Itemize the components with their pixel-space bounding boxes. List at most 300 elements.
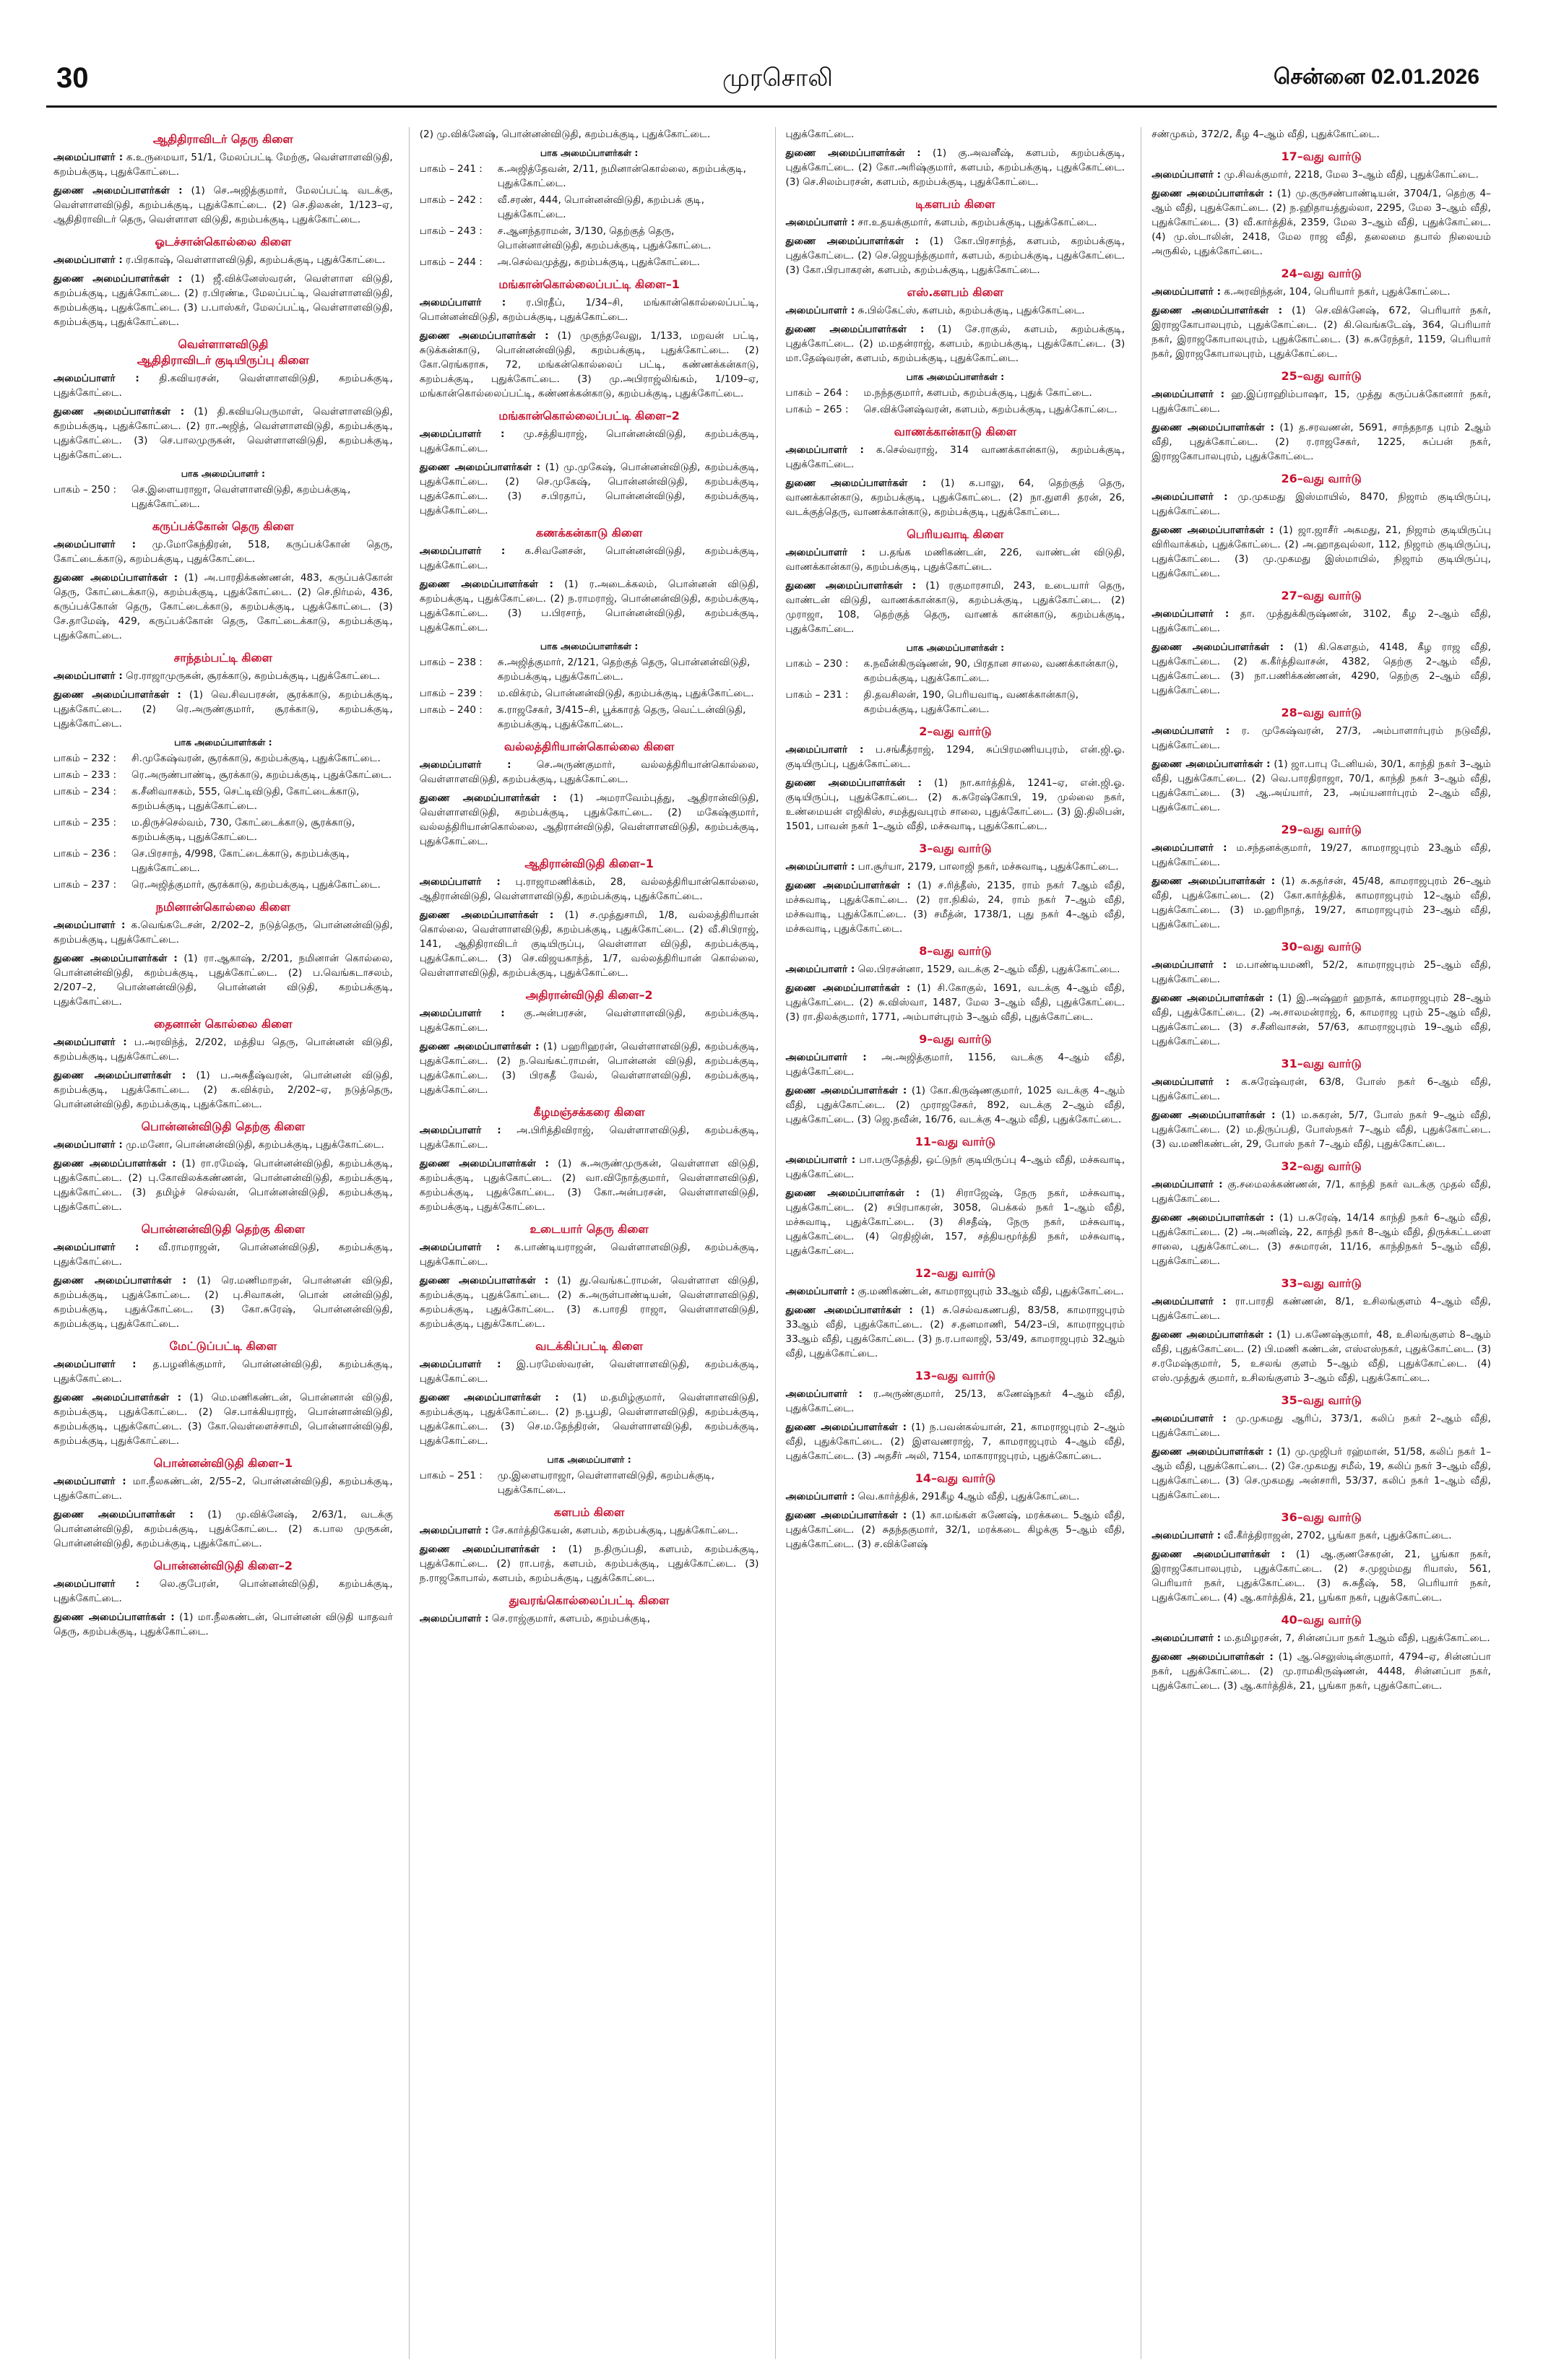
- booth-number: பாகம் – 243 :: [419, 225, 483, 237]
- booth-subtitle: பாக அமைப்பாளர்கள் :: [540, 147, 639, 158]
- member-details: ப.தங்க மணிகண்டன், 226, வாண்டன் விடுதி, வாணக்கான்காடு, கறம்பக்குடி, புதுக்கோட்டை.: [785, 547, 1125, 573]
- booth-entry: [420, 255, 759, 269]
- role-label: துணை அமைப்பாளர்கள் :: [785, 880, 911, 891]
- role-label: துணை அமைப்பாளர்கள் :: [785, 1085, 907, 1096]
- section-title-line: மேட்டுப்பட்டி கிளை: [169, 1339, 277, 1353]
- office-bearer-entry: [786, 303, 1125, 318]
- office-bearer-entry: [786, 860, 1125, 874]
- section-title: [1151, 1510, 1491, 1526]
- role-label: துணை அமைப்பாளர்கள் :: [785, 1421, 907, 1433]
- office-bearer-entry: [786, 1508, 1125, 1552]
- branch-section: [786, 527, 1125, 717]
- member-details: (1) க.பாலு, 64, தெற்குத் தெரு, வாணக்கான்காடு, கறம்பக்குடி, புதுக்கோட்டை. (2) நா.துளசி தரன், 26, வடக்குத்தெரு, வாணக்கான்காடு, கறம்பக்குடி, புதுக்கோட்டை.: [785, 477, 1125, 518]
- booth-entry: [53, 751, 393, 766]
- role-label: துணை அமைப்பாளர்கள் :: [785, 1304, 913, 1316]
- member-details: ப.அரவிந்த், 2/202, மத்திய தெரு, பொன்னன் விடுதி, கறம்பக்குடி, புதுக்கோட்டை.: [53, 1037, 393, 1063]
- branch-section: [53, 131, 393, 227]
- branch-section: [1151, 1393, 1491, 1502]
- section-title: [1151, 939, 1491, 955]
- office-bearer-entry: [1151, 186, 1491, 259]
- member-details: கு.அன்பரசன், வெள்ளாளவிடுதி, கறம்பக்குடி, புதுக்கோட்டை.: [419, 1008, 759, 1034]
- office-bearer-entry: [53, 688, 393, 731]
- member-details: தி.கவியரசன், வெள்ளாளவிடுதி, கறம்பக்குடி, புதுக்கோட்டை.: [53, 373, 393, 399]
- member-details: (1) மா.நீலகண்டன், பொன்னன் விடுதி யாதவர் தெரு, கறம்பக்குடி, புதுக்கோட்டை.: [53, 1611, 393, 1637]
- role-label: அமைப்பாளர் :: [785, 547, 865, 558]
- office-bearer-entry: [53, 1035, 393, 1064]
- branch-section: [786, 943, 1125, 1024]
- role-label: துணை அமைப்பாளர்கள் :: [419, 330, 549, 342]
- office-bearer-entry: [1151, 1631, 1491, 1645]
- section-title: [1151, 1612, 1491, 1628]
- section-title: [786, 424, 1125, 440]
- role-label: அமைப்பாளர் :: [419, 876, 501, 888]
- role-label: துணை அமைப்பாளர்கள் :: [1151, 524, 1274, 536]
- section-title-line: 13–வது வார்டு: [915, 1369, 996, 1382]
- office-bearer-entry: [1151, 387, 1491, 416]
- role-label: துணை அமைப்பாளர்கள் :: [1151, 641, 1284, 653]
- section-title-line: 14–வது வார்டு: [915, 1471, 996, 1485]
- office-bearer-entry: [53, 272, 393, 329]
- section-title-line: வாணக்கான்காடு கிளை: [894, 425, 1017, 438]
- member-details: (1) ம.தமிழ்குமார், வெள்ளாளவிடுதி, கறம்பக்குடி, புதுக்கோட்டை. (2) ந.பூபதி, வெள்ளாளவிடுதி, கறம்பக்குடி, புதுக்கோட்டை. (3) செ.ம.தேந்திரன், வெள்ளாளவிடுதி, கறம்பக்குடி, புதுக்கோட்டை.: [419, 1392, 759, 1447]
- role-label: அமைப்பாளர் :: [785, 305, 855, 316]
- booth-entry: [420, 703, 759, 732]
- booth-number: பாகம் – 241 :: [419, 163, 483, 175]
- office-bearer-entry: [53, 1610, 393, 1639]
- role-label: துணை அமைப்பாளர்கள் :: [53, 273, 183, 285]
- member-details: க.வெங்கடேசன், 2/202–2, நடுத்தெரு, பொன்னன்விடுதி, கறம்பக்குடி, புதுக்கோட்டை.: [53, 919, 393, 945]
- section-title: [53, 650, 393, 666]
- role-label: அமைப்பாளர் :: [53, 1037, 127, 1048]
- office-bearer-entry: [420, 1273, 759, 1331]
- office-bearer-entry: [420, 1611, 759, 1626]
- section-title-line: 31–வது வார்டு: [1281, 1057, 1362, 1070]
- member-details: சே.கார்த்திகேயன், களபம், கறம்பக்குடி, புதுக்கோட்டை.: [491, 1525, 738, 1536]
- branch-section: [1151, 1056, 1491, 1151]
- role-label: துணை அமைப்பாளர்கள் :: [419, 1158, 549, 1169]
- branch-section: [420, 1221, 759, 1331]
- member-details: (1) செ.அஜித்குமார், மேலப்பட்டி வடக்கு, வெள்ளாளவிடுதி, கறம்பக்குடி, புதுக்கோட்டை. (2) செ.திலகன், 1/123–ஏ, ஆதிதிராவிடர் தெரு, வெள்ளாள விடுதி, கறம்பக்குடி, புதுக்கோட்டை.: [53, 185, 393, 225]
- section-title-line: 9–வது வார்டு: [919, 1032, 992, 1046]
- section-title: [1151, 1393, 1491, 1408]
- office-bearer-entry: [786, 981, 1125, 1024]
- role-label: துணை அமைப்பாளர்கள் :: [53, 572, 178, 584]
- role-label: அமைப்பாளர் :: [1151, 959, 1227, 971]
- role-label: அமைப்பாளர் :: [1151, 389, 1225, 400]
- member-details: வீ.கீர்த்திராஜன், 2702, பூங்கா நகர், புதுக்கோட்டை.: [1224, 1530, 1452, 1541]
- booth-number: பாகம் – 240 :: [419, 704, 483, 716]
- office-bearer-entry: [420, 577, 759, 635]
- office-bearer-entry: [53, 1240, 393, 1269]
- office-bearer-entry: [53, 1577, 393, 1606]
- office-bearer-entry: [786, 215, 1125, 230]
- member-details: மு.முகமது ஆரிப், 373/1, கலிப் நகர் 2–ஆம் வீதி, புதுக்கோட்டை.: [1151, 1413, 1491, 1439]
- member-details: ரா.பாரதி கண்ணன், 8/1, உசிலங்குளம் 4–ஆம் வீதி, புதுக்கோட்டை.: [1151, 1296, 1491, 1322]
- masthead: [0, 0, 1543, 94]
- member-details: பா.பருதேத்தி, ஒட்டுநர் குடியிருப்பு 4–ஆம் வீதி, மச்சுவாடி, புதுக்கோட்டை.: [785, 1154, 1125, 1180]
- office-bearer-entry: [1151, 168, 1491, 182]
- section-title: [786, 285, 1125, 300]
- booth-subtitle: பாக அமைப்பாளர் :: [181, 468, 265, 479]
- office-bearer-entry: [1151, 1108, 1491, 1151]
- member-details: சா.உதயக்குமார், களபம், கறம்பக்குடி, புதுக்கோட்டை.: [857, 217, 1097, 228]
- member-details: க.பாண்டியராஜன், வெள்ளாளவிடுதி, கறம்பக்குடி, புதுக்கோட்டை.: [419, 1242, 759, 1268]
- office-bearer-entry: [1151, 640, 1491, 698]
- office-bearer-entry: [53, 183, 393, 227]
- role-label: துணை அமைப்பாளர்கள் :: [1151, 875, 1276, 887]
- office-bearer-entry: [420, 1039, 759, 1097]
- booth-number: பாகம் – 233 :: [53, 769, 117, 781]
- member-details: (1) சி.கோகுல், 1691, வடக்கு 4–ஆம் வீதி, புதுக்கோட்டை. (2) சு.விஸ்வா, 1487, மேல 3–ஆம் வீதி, புதுக்கோட்டை. (3) ரா.திலக்குமார், 1771, அம்பாள்புரம் 3–ஆம் வீதி, புதுக்கோட்டை.: [785, 982, 1125, 1023]
- section-title-line: மங்கான்கொல்லைப்பட்டி கிளை–1: [498, 277, 680, 291]
- office-bearer-entry: [420, 875, 759, 904]
- member-details: (1) மு.குருசண்பாண்டியன், 3704/1, தெற்கு 4–ஆம் வீதி, புதுக்கோட்டை. (2) ந.ஹிதாயத்துல்லா, 2295, மேல 3–ஆம் வீதி, புதுக்கோட்டை. (3) வீ.கார்த்திக், 2359, மேல 3–ஆம் வீதி, புதுக்கோட்டை. (4) மு.ஸ்டாலின், 2418, மேல ராஜ வீதி, தலைமை தபால் நிலையம் அருகில், புதுக்கோட்டை.: [1151, 188, 1491, 257]
- booth-subtitle: பாக அமைப்பாளர் :: [547, 1454, 631, 1465]
- role-label: துணை அமைப்பாளர்கள் :: [419, 1041, 540, 1052]
- role-label: துணை அமைப்பாளர்கள் :: [419, 462, 541, 473]
- office-bearer-entry: [420, 544, 759, 573]
- office-bearer-entry: [786, 476, 1125, 519]
- branch-section: [786, 424, 1125, 519]
- section-title-line: உடையார் தெரு கிளை: [530, 1222, 649, 1236]
- member-details: (1) பஹரிஹரன், வெள்ளாளவிடுதி, கறம்பக்குடி, புதுக்கோட்டை. (2) ந.வெங்கட்ராமன், பொன்னன் விடுதி, கறம்பக்குடி, புதுக்கோட்டை. (3) பிரகதீ வேல், வெள்ளாளவிடுதி, கறம்பக்குடி, புதுக்கோட்டை.: [419, 1041, 759, 1096]
- office-bearer-entry: [1151, 1445, 1491, 1502]
- role-label: துணை அமைப்பாளர்கள் :: [1151, 1329, 1273, 1341]
- section-title-line: மங்கான்கொல்லைப்பட்டி கிளை–2: [498, 409, 680, 423]
- role-label: அமைப்பாளர் :: [419, 759, 511, 771]
- role-label: அமைப்பாளர் :: [419, 1242, 501, 1253]
- member-details: மு.முகமது இஸ்மாயில், 8470, நிஜாம் குடியிருப்பு, புதுக்கோட்டை.: [1151, 491, 1491, 517]
- member-details: (1) ரகுமாரசாமி, 243, உடையார் தெரு, வாண்டன் விடுதி, வாணக்கான்காடு, கறம்பக்குடி, புதுக்கோட்டை. (2) முராஜா, 108, தெற்குத் தெரு, வாணக் கான்காடு, கறம்பக்குடி, புதுக்கோட்டை.: [785, 580, 1125, 635]
- office-bearer-entry: [53, 571, 393, 643]
- branch-section: [53, 1455, 393, 1551]
- booth-number: பாகம் – 264 :: [785, 387, 849, 399]
- booth-number: பாகம் – 251 :: [419, 1470, 483, 1481]
- section-title-line: ஆதிதிராவிடர் தெரு கிளை: [152, 132, 293, 146]
- section-title: [420, 739, 759, 755]
- branch-section: [1151, 1276, 1491, 1385]
- booth-entry: [420, 686, 759, 701]
- section-title: [786, 1134, 1125, 1150]
- booth-entry: [786, 688, 1125, 717]
- member-details: தா. முத்துக்கிருஷ்ணன், 3102, கீழ 2–ஆம் வீதி, புதுக்கோட்டை.: [1151, 608, 1491, 634]
- office-bearer-entry: [53, 253, 393, 267]
- office-bearer-entry: [420, 127, 759, 142]
- role-label: அமைப்பாளர் :: [1151, 725, 1230, 737]
- section-title-line: களபம் கிளை: [553, 1505, 625, 1519]
- booth-entry: [53, 878, 393, 892]
- header-rule: [46, 105, 1497, 108]
- booth-subtitle: பாக அமைப்பாளர்கள் :: [906, 642, 1005, 653]
- office-bearer-entry: [53, 1138, 393, 1152]
- office-bearer-entry: [786, 545, 1125, 574]
- office-bearer-entry: [786, 234, 1125, 277]
- booth-entry: [786, 402, 1125, 417]
- booth-member: செ.பிரசாந், 4/998, கோட்டைக்காடு, கறம்பக்குடி, புதுக்கோட்டை.: [131, 848, 350, 874]
- section-title-line: 24–வது வார்டு: [1281, 267, 1362, 280]
- office-bearer-entry: [786, 1489, 1125, 1504]
- section-title: [420, 1593, 759, 1609]
- section-title-line: 32–வது வார்டு: [1281, 1159, 1362, 1173]
- member-details: (1) நா.கார்த்திக், 1241–ஏ, என்.ஜி.ஓ. குடியிருப்பு, புதுக்கோட்டை. (2) க.சுரேஷ்கோபி, 19, முல்லை நகர், உண்மையன் எஜிகிஸ், சமத்துவபுரம் சாலை, புதுக்கோட்டை. (3) இ.திலிபன், 1501, பாவன் நகர் 1–ஆம் வீதி, மச்சுவாடி, புதுக்கோட்டை.: [785, 777, 1125, 832]
- office-bearer-entry: [1151, 303, 1491, 361]
- member-details: (1) கா.மங்கள் கணேஷ், மரக்கடை 5ஆம் வீதி, புதுக்கோட்டை. (2) சுதந்தகுமார், 32/1, மரக்கடை கிழக்கு 5–ஆம் வீதி, புதுக்கோட்டை. (3) ச.விக்னேஷ்: [785, 1510, 1125, 1550]
- booth-subtitle: பாக அமைப்பாளர்கள் :: [174, 737, 272, 748]
- booth-number: பாகம் – 239 :: [419, 688, 483, 699]
- booth-subtitle: பாக அமைப்பாளர்கள் :: [540, 641, 639, 652]
- booth-member: க.அஜித்தேவன், 2/11, நமினான்கொல்லை, கறம்பக்குடி, புதுக்கோட்டை.: [497, 163, 746, 189]
- dateline: சென்னை 02.01.2026: [1273, 65, 1479, 89]
- office-bearer-entry: [786, 1387, 1125, 1416]
- section-title: [786, 527, 1125, 542]
- booth-member: செ.இளையராஜா, வெள்ளாளவிடுதி, கறம்பக்குடி, புதுக்கோட்டை.: [131, 484, 351, 510]
- section-title: [786, 841, 1125, 857]
- section-title: [1151, 705, 1491, 721]
- role-label: துணை அமைப்பாளர்கள் :: [785, 235, 919, 247]
- role-label: அமைப்பாளர் :: [1151, 1413, 1227, 1424]
- office-bearer-entry: [786, 1050, 1125, 1079]
- role-label: துணை அமைப்பாளர்கள் :: [1151, 758, 1271, 770]
- role-label: அமைப்பாளர் :: [53, 1139, 123, 1151]
- column-3: [775, 127, 1125, 2359]
- role-label: அமைப்பாளர் :: [785, 1052, 867, 1063]
- branch-section: [420, 739, 759, 849]
- booth-number: பாகம் – 244 :: [419, 256, 483, 268]
- office-bearer-entry: [786, 878, 1125, 936]
- section-title: [420, 1505, 759, 1520]
- office-bearer-entry: [786, 146, 1125, 189]
- section-title-line: கருப்பக்கோன் தெரு கிளை: [152, 519, 294, 533]
- role-label: துணை அமைப்பாளர்கள் :: [785, 1187, 920, 1199]
- member-details: சு.பில்கேட்ஸ், களபம், கறம்பக்குடி, புதுக்கோட்டை.: [857, 305, 1085, 316]
- office-bearer-entry: [1151, 1211, 1491, 1268]
- booth-member: வீ.சரண், 444, பொன்னன்விடுதி, கறம்பக் குடி, புதுக்கோட்டை.: [497, 194, 705, 220]
- member-details: (1) ஜீ.விக்னேஸ்வரன், வெள்ளாள விடுதி, கறம்பக்குடி, புதுக்கோட்டை. (2) ர.பிரண்டீ, மேலப்பட்டி, வெள்ளாளவிடுதி, கறம்பக்குடி, புதுக்கோட்டை. (3) ப.பாஸ்கர், மேலப்பட்டி, வெள்ளாளவிடுதி, கறம்பக்குடி, புதுக்கோட்டை.: [53, 273, 393, 328]
- booth-entry: [53, 847, 393, 875]
- member-details: (1) ப.கணேஷ்குமார், 48, உசிலங்குளம் 8–ஆம் வீதி, புதுக்கோட்டை. (2) பி.மணி கண்டன், எஸ்எஸ்நகர், புதுக்கோட்டை. (3) ச.ரமேஷ்குமார், 5, உசலங் குளம் 5–ஆம் வீதி, புதுக்கோட்டை. (4) எஸ்.முத்துக் குமார், உசிலங்குளம் 3–ஆம் வீதி, புதுக்கோட்டை.: [1151, 1329, 1491, 1384]
- role-label: அமைப்பாளர் :: [785, 964, 855, 975]
- office-bearer-entry: [1151, 1411, 1491, 1440]
- branch-section: [786, 1134, 1125, 1258]
- role-label: அமைப்பாளர் :: [785, 1154, 856, 1166]
- role-label: அமைப்பாளர் :: [1151, 1632, 1222, 1644]
- role-label: அமைப்பாளர் :: [53, 254, 123, 266]
- role-label: துணை அமைப்பாளர்கள் :: [53, 1611, 175, 1623]
- section-title-line: 25–வது வார்டு: [1281, 369, 1362, 383]
- office-bearer-entry: [53, 1507, 393, 1551]
- booth-entry: [420, 1468, 759, 1497]
- office-bearer-entry: [1151, 841, 1491, 870]
- branch-section: [1151, 368, 1491, 464]
- booth-member: ம.விக்ரம், பொன்னன்விடுதி, கறம்பக்குடி, புதுக்கோட்டை.: [497, 688, 754, 699]
- role-label: துணை அமைப்பாளர்கள் :: [419, 1275, 549, 1286]
- booth-member: சி.முகேஷ்வரன், சூரக்காடு, கறம்பக்குடி, புதுக்கோட்டை.: [131, 753, 381, 764]
- office-bearer-entry: [53, 1474, 393, 1503]
- role-label: துணை அமைப்பாளர்கள் :: [419, 1544, 556, 1555]
- branch-section: [420, 277, 759, 401]
- member-details: (1) ப.சுரேஷ், 14/14 காந்தி நகர் 6–ஆம் வீதி, புதுக்கோட்டை. (2) அ.அனிஷ், 22, காந்தி நகர் 8–ஆம் வீதி, திருக்கட்டளை சாலை, புதுக்கோட்டை. (3) சசுமாரன், 11/16, காந்திநகர் 5–ஆம் வீதி, புதுக்கோட்டை.: [1151, 1212, 1491, 1267]
- branch-section: [53, 650, 393, 892]
- role-label: அமைப்பாளர் :: [1151, 1179, 1223, 1190]
- office-bearer-entry: [1151, 991, 1491, 1049]
- office-bearer-entry: [53, 918, 393, 947]
- section-title-line: 33–வது வார்டு: [1281, 1276, 1362, 1290]
- column-1: [53, 127, 393, 2359]
- booth-member: தி.தவசிலன், 190, பெரியவாடி, வணக்கான்காடு, கறம்பக்குடி, புதுக்கோட்டை.: [863, 689, 1079, 715]
- office-bearer-entry: [1151, 523, 1491, 581]
- section-title-line: பொன்னன்விடுதி கிளை–1: [153, 1456, 293, 1470]
- branch-section: [420, 987, 759, 1097]
- office-bearer-entry: [786, 1284, 1125, 1299]
- branch-section: [420, 856, 759, 980]
- member-details: பா.சூர்யா, 2179, பாலாஜி நகர், மச்சுவாடி, புதுக்கோட்டை.: [857, 861, 1119, 873]
- section-title-line: பெரியவாடி கிளை: [907, 527, 1004, 541]
- column-2: [409, 127, 759, 2359]
- member-details: (1) சே.ராகுல், களபம், கறம்பக்குடி, புதுக்கோட்டை. (2) ம.மதன்ராஜ், களபம், கறம்பக்குடி, புதுக்கோட்டை. (3) மா.தேஷ்வரன், களபம், கறம்பக்குடி, புதுக்கோட்டை.: [785, 324, 1125, 364]
- member-details: க.செல்வராஜ், 314 வாணக்கான்காடு, கறம்பக்குடி, புதுக்கோட்டை.: [785, 444, 1125, 470]
- member-details: இ.பரமேஸ்வரன், வெள்ளாளவிடுதி, கறம்பக்குடி, புதுக்கோட்டை.: [419, 1359, 759, 1385]
- role-label: துணை அமைப்பாளர்கள் :: [53, 185, 183, 196]
- role-label: துணை அமைப்பாளர்கள் :: [785, 982, 911, 994]
- role-label: அமைப்பாளர் :: [419, 1613, 489, 1624]
- role-label: துணை அமைப்பாளர்கள் :: [419, 792, 557, 804]
- office-bearer-entry: [786, 579, 1125, 636]
- section-title-line: துவரங்கொல்லைப்பட்டி கிளை: [509, 1593, 670, 1607]
- office-bearer-entry: [53, 1068, 393, 1112]
- branch-section: [53, 899, 393, 1009]
- section-title: [786, 1031, 1125, 1047]
- role-label: அமைப்பாளர் :: [1151, 286, 1222, 298]
- booth-number: பாகம் – 232 :: [53, 753, 117, 764]
- member-details: (1) மெ.மணிகண்டன், பொன்னான் விடுதி, கறம்பக்குடி, புதுக்கோட்டை. (2) செ.பாக்கியராஜ், பொன்னான்விடுதி, கறம்பக்குடி, புதுக்கோட்டை. (3) கோ.வெள்ளைச்சாமி, பொன்னான்விடுதி, கறம்பக்குடி, புதுக்கோட்டை.: [53, 1392, 393, 1447]
- member-details: மு.மோகேந்திரன், 518, கருப்பக்கோன் தெரு, கோட்டைக்காடு, கறம்பக்குடி, புதுக்கோட்டை.: [53, 539, 393, 565]
- member-details: (1) ந.பவன்கல்யான், 21, காமராஜபுரம் 2–ஆம் வீதி, புதுக்கோட்டை. (2) இளவணராஜ், 7, காமராஜபுரம் 4–ஆம் வீதி, புதுக்கோட்டை. (3) அதசீர் அலி, 7154, மாகாராஜபுரம், புதுக்கோட்டை.: [785, 1421, 1125, 1462]
- office-bearer-entry: [1151, 724, 1491, 753]
- section-title-line: ஆதிதிராவிடர் குடியிருப்பு கிளை: [137, 353, 309, 367]
- section-title: [1151, 471, 1491, 487]
- office-bearer-entry: [420, 1006, 759, 1035]
- office-bearer-entry: [1151, 874, 1491, 932]
- section-title-line: பொன்னன்விடுதி தெற்கு கிளை: [141, 1222, 306, 1236]
- role-label: துணை அமைப்பாளர்கள் :: [1151, 422, 1274, 433]
- booth-member: க.ராஜசேகர், 3/415–சி, பூக்காரத் தெரு, வெட்டன்விடுதி, கறம்பக்குடி, புதுக்கோட்டை.: [497, 704, 746, 730]
- section-title-line: சாந்தம்பட்டி கிளை: [173, 651, 273, 665]
- member-details: அ.அஜித்குமார், 1156, வடக்கு 4–ஆம் வீதி, புதுக்கோட்டை.: [785, 1052, 1125, 1078]
- section-title-line: 3–வது வார்டு: [919, 841, 992, 855]
- role-label: துணை அமைப்பாளர்கள் :: [1151, 1549, 1285, 1560]
- branch-section: [786, 127, 1125, 189]
- member-details: (1) ஜா.பாபு டேனியல், 30/1, காந்தி நகர் 3–ஆம் வீதி, புதுக்கோட்டை. (2) வெ.பாரதிராஜா, 70/1, காந்தி நகர் 3–ஆம் வீதி, புதுக்கோட்டை. (3) ஆ.அய்யார், 23, அய்யனார்புரம் 2–ஆம் வீதி, புதுக்கோட்டை.: [1151, 758, 1491, 813]
- role-label: துணை அமைப்பாளர்கள் :: [1151, 188, 1273, 199]
- booth-entry: [53, 483, 393, 511]
- booth-entry: [420, 162, 759, 191]
- booth-number: பாகம் – 250 :: [53, 484, 117, 496]
- section-title-line: வல்லத்திரியான்கொல்லை கிளை: [503, 740, 675, 753]
- office-bearer-entry: [1151, 958, 1491, 987]
- section-title-line: வெள்ளாளவிடுதி: [178, 337, 269, 351]
- member-details: க.உருமையா, 51/1, மேலப்பட்டி மேற்கு, வெள்ளாளவிடுதி, கறம்பக்குடி, புதுக்கோட்டை.: [53, 152, 393, 178]
- section-title: [53, 1221, 393, 1237]
- role-label: துணை அமைப்பாளர்கள் :: [53, 953, 178, 964]
- office-bearer-entry: [53, 1273, 393, 1331]
- member-details: (1) து.வெங்கட்ராமன், வெள்ளாள விடுதி, கறம்பக்குடி, புதுக்கோட்டை. (2) சு.அருள்பாண்டியன், வெள்ளாளவிடுதி, கறம்பக்குடி, புதுக்கோட்டை. (3) க.பாரதி ராஜா, வெள்ளாளவிடுதி, கறம்பக்குடி, புதுக்கோட்டை.: [419, 1275, 759, 1330]
- office-bearer-entry: [53, 951, 393, 1009]
- role-label: அமைப்பாளர் :: [785, 1286, 855, 1297]
- section-title-line: 8–வது வார்டு: [919, 944, 992, 958]
- office-bearer-entry: [53, 150, 393, 179]
- member-details: ஹ.இப்ராஹிம்பாஷா, 15, முத்து கருப்பக்கோனார் நகர், புதுக்கோட்டை.: [1151, 389, 1491, 415]
- role-label: அமைப்பாளர் :: [419, 1525, 489, 1536]
- role-label: அமைப்பாளர் :: [785, 1388, 863, 1400]
- section-title: [1151, 1159, 1491, 1174]
- member-details: (1) கு.அவனீஷ், களபம், கறம்பக்குடி, புதுக்கோட்டை. (2) கோ.அரிஷ்குமார், களபம், கறம்பக்குடி, புதுக்கோட்டை. (3) செ.சிலம்பரசன், களபம், கறம்பக்குடி, புதுக்கோட்டை.: [785, 147, 1125, 188]
- member-details: (1) மு.விக்னேஷ், 2/63/1, வடக்கு பொன்னன்விடுதி, கறம்பக்குடி, புதுக்கோட்டை. (2) க.பால முருகன், பொன்னன்விடுதி, கறம்பக்குடி, புதுக்கோட்டை.: [53, 1509, 393, 1549]
- office-bearer-entry: [786, 1303, 1125, 1361]
- section-title: [786, 724, 1125, 740]
- office-bearer-entry: [1151, 1177, 1491, 1206]
- booth-number: பாகம் – 234 :: [53, 786, 117, 797]
- booth-entry: [420, 224, 759, 253]
- role-label: அமைப்பாளர் :: [1151, 842, 1227, 854]
- role-label: அமைப்பாளர் :: [53, 1359, 137, 1370]
- member-details: (1) செ.விக்னேஷ், 672, பெரியார் நகர், இராஜகோபாலபுரம், புதுக்கோட்டை. (2) கி.வெங்கடேஷ், 364, பெரியார் நகர், இராஜகோபாலபுரம், புதுக்கோட்டை. (3) சு.சுரேந்தர், 1159, பெரியார் நகர், இராஜகோபாலபுரம், புதுக்கோட்டை.: [1151, 305, 1491, 360]
- branch-section: [786, 1368, 1125, 1463]
- role-label: அமைப்பாளர் :: [1151, 1076, 1230, 1088]
- booth-member: அ.செல்வமுத்து, கறம்பக்குடி, புதுக்கோட்டை.: [497, 256, 700, 268]
- section-title: [53, 1338, 393, 1354]
- member-details: (1) சு.சுதர்சன், 45/48, காமராஜபுரம் 26–ஆம் வீதி, புதுக்கோட்டை. (2) கோ.கார்த்திக், காமராஜபுரம் 12–ஆம் வீதி, புதுக்கோட்டை. (3) ம.ஹரிநாத், 19/27, காமராஜபுரம் 23–ஆம் வீதி, புதுக்கோட்டை.: [1151, 875, 1491, 930]
- member-details: ம.பாண்டியமணி, 52/2, காமராஜபுரம் 25–ஆம் வீதி, புதுக்கோட்டை.: [1151, 959, 1491, 985]
- role-label: துணை அமைப்பாளர்கள் :: [419, 909, 554, 921]
- booth-entry: [53, 768, 393, 782]
- member-details: லெ.குபேரன், பொன்னன்விடுதி, கறம்பக்குடி, புதுக்கோட்டை.: [53, 1578, 393, 1604]
- member-details: (1) ரா.ரமேஷ், பொன்னன்விடுதி, கறம்பக்குடி, புதுக்கோட்டை. (2) பு.கோவிலக்கண்ணன், பொன்னன்விடுதி, கறம்பக்குடி, புதுக்கோட்டை. (3) தமிழ்ச் செல்வன், பொன்னன்விடுதி, கறம்பக்குடி, புதுக்கோட்டை.: [53, 1158, 393, 1213]
- booth-subtitle: பாக அமைப்பாளர்கள் :: [906, 371, 1005, 382]
- booth-number: பாகம் – 237 :: [53, 879, 117, 891]
- branch-section: [53, 1221, 393, 1331]
- booth-entry: [420, 193, 759, 222]
- role-label: துணை அமைப்பாளர்கள் :: [785, 147, 921, 159]
- branch-section: [53, 519, 393, 643]
- office-bearer-entry: [786, 1153, 1125, 1182]
- member-details: செ.அருண்குமார், வல்லத்திரியான்கொல்லை, வெள்ளாளவிடுதி, கறம்பக்குடி, புதுக்கோட்டை.: [419, 759, 759, 785]
- section-title: [1151, 822, 1491, 838]
- member-details: (1) ந.திருப்பதி, களபம், கறம்பக்குடி, புதுக்கோட்டை. (2) ரா.பரத், களபம், கறம்பக்குடி, புதுக்கோட்டை. (3) ந.ராஜகோபால், களபம், கறம்பக்குடி, புதுக்கோட்டை.: [419, 1544, 759, 1584]
- office-bearer-entry: [1151, 757, 1491, 815]
- role-label: அமைப்பாளர் :: [1151, 1296, 1227, 1307]
- booth-number: பாகம் – 236 :: [53, 848, 117, 860]
- branch-section: [420, 408, 759, 518]
- member-details: லெ.பிரசன்னா, 1529, வடக்கு 2–ஆம் வீதி, புதுக்கோட்டை.: [857, 964, 1120, 975]
- role-label: அமைப்பாளர் :: [419, 1359, 501, 1370]
- office-bearer-entry: [786, 1420, 1125, 1463]
- branch-section: [1151, 588, 1491, 698]
- role-label: துணை அமைப்பாளர்கள் :: [1151, 305, 1283, 316]
- office-bearer-entry: [53, 371, 393, 400]
- office-bearer-entry: [786, 1186, 1125, 1258]
- member-details: (1) சிராஜேஷ், நேரு நகர், மச்சுவாடி, புதுக்கோட்டை. (2) சபிரபாகரன், 3058, பெக்கல் நகர் 1–ஆம் வீதி, மச்சுவாடி, புதுக்கோட்டை. (3) சிசதீஷ், நேரு நகர், மச்சுவாடி, புதுக்கோட்டை. (4) ரெதிஜின், 157, சத்தியமூர்த்தி நகர், மச்சுவாடி, புதுக்கோட்டை.: [785, 1187, 1125, 1257]
- member-details: ர. முகேஷ்வரன், 27/3, அம்பாளார்புரம் நடுவீதி, புதுக்கோட்டை.: [1151, 725, 1491, 751]
- office-bearer-entry: [786, 776, 1125, 834]
- role-label: துணை அமைப்பாளர்கள் :: [1151, 1651, 1274, 1663]
- role-label: துணை அமைப்பாளர்கள் :: [53, 1158, 176, 1169]
- section-title: [786, 1368, 1125, 1384]
- branch-section: [420, 1505, 759, 1585]
- section-title: [53, 1455, 393, 1471]
- member-details: (1) ஆ.செலுஸ்டின்குமார், 4794–ஏ, சின்னப்பா நகர், புதுக்கோட்டை. (2) மு.ராமகிருஷ்ணன், 4448, சின்னப்பா நகர், புதுக்கோட்டை. (3) ஆ.கார்த்திக், 21, பூங்கா நகர், புதுக்கோட்டை.: [1151, 1651, 1491, 1692]
- office-bearer-entry: [420, 1542, 759, 1585]
- section-title: [420, 987, 759, 1003]
